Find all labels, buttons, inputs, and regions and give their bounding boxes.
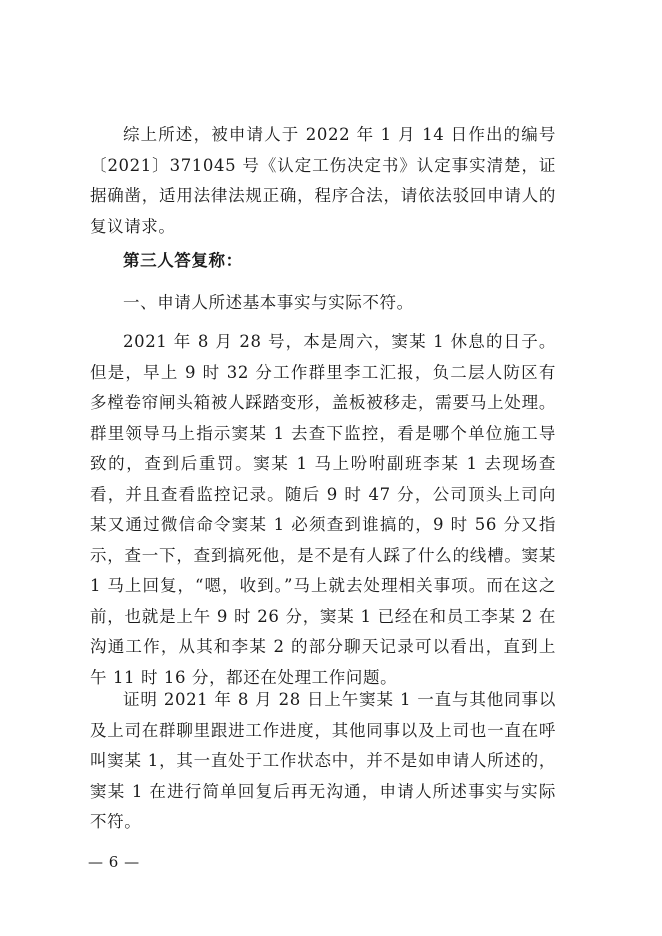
third-party-reply-heading: 第三人答复称： bbox=[123, 251, 243, 270]
paragraph-proof: 证明 2021 年 8 月 28 日上午窦某 1 一直与其他同事以及上司在群聊里跟进工作进度，其他同事以及上司也一直在呼叫窦某 1，其一直处于工作状态中，并不是如申请人所述的，窦某 1 在进行简单回复后再无沟通，申请人所述事实与实际不符。 bbox=[90, 690, 556, 831]
page-number: — 6 — bbox=[88, 853, 140, 871]
paragraph-facts: 2021 年 8 月 28 号，本是周六，窦某 1 休息的日子。但是，早上 9 时 32 分工作群里李工汇报，负二层人防区有多樘卷帘闸头箱被人踩踏变形，盖板被移走，需要马上处理。群里领导马上指示窦某 1 去查下监控，看是哪个单位施工导致的，查到后重罚。窦某 1 马上吩咐副班李某 1 去现场查看，并且查看监控记录。随后 9 时 47 分，公司顶头上司向某又通过微信命令窦某 1 必须查到谁搞的，9 时 56 分又指示，查一下，查到搞死他，是不是有人踩了什么的线槽。窦某 1 马上回复，“嗯，收到。”马上就去处理相关事项。而在这之前，也就是上午 9 时 26 分，窦某 1 已经在和员工李某 2 在沟通工作，从其和李某 2 的部分聊天记录可以看出，直到上午 11 时 16 分，都还在处理工作问题。 bbox=[90, 332, 556, 687]
section-one-heading: 一、申请人所述基本事实与实际不符。 bbox=[123, 293, 414, 312]
paragraph-conclusion: 综上所述，被申请人于 2022 年 1 月 14 日作出的编号〔2021〕371045 号《认定工伤决定书》认定事实清楚，证据确凿，适用法律法规正确，程序合法，请依法驳回申请人的复议请求。 bbox=[90, 125, 556, 236]
